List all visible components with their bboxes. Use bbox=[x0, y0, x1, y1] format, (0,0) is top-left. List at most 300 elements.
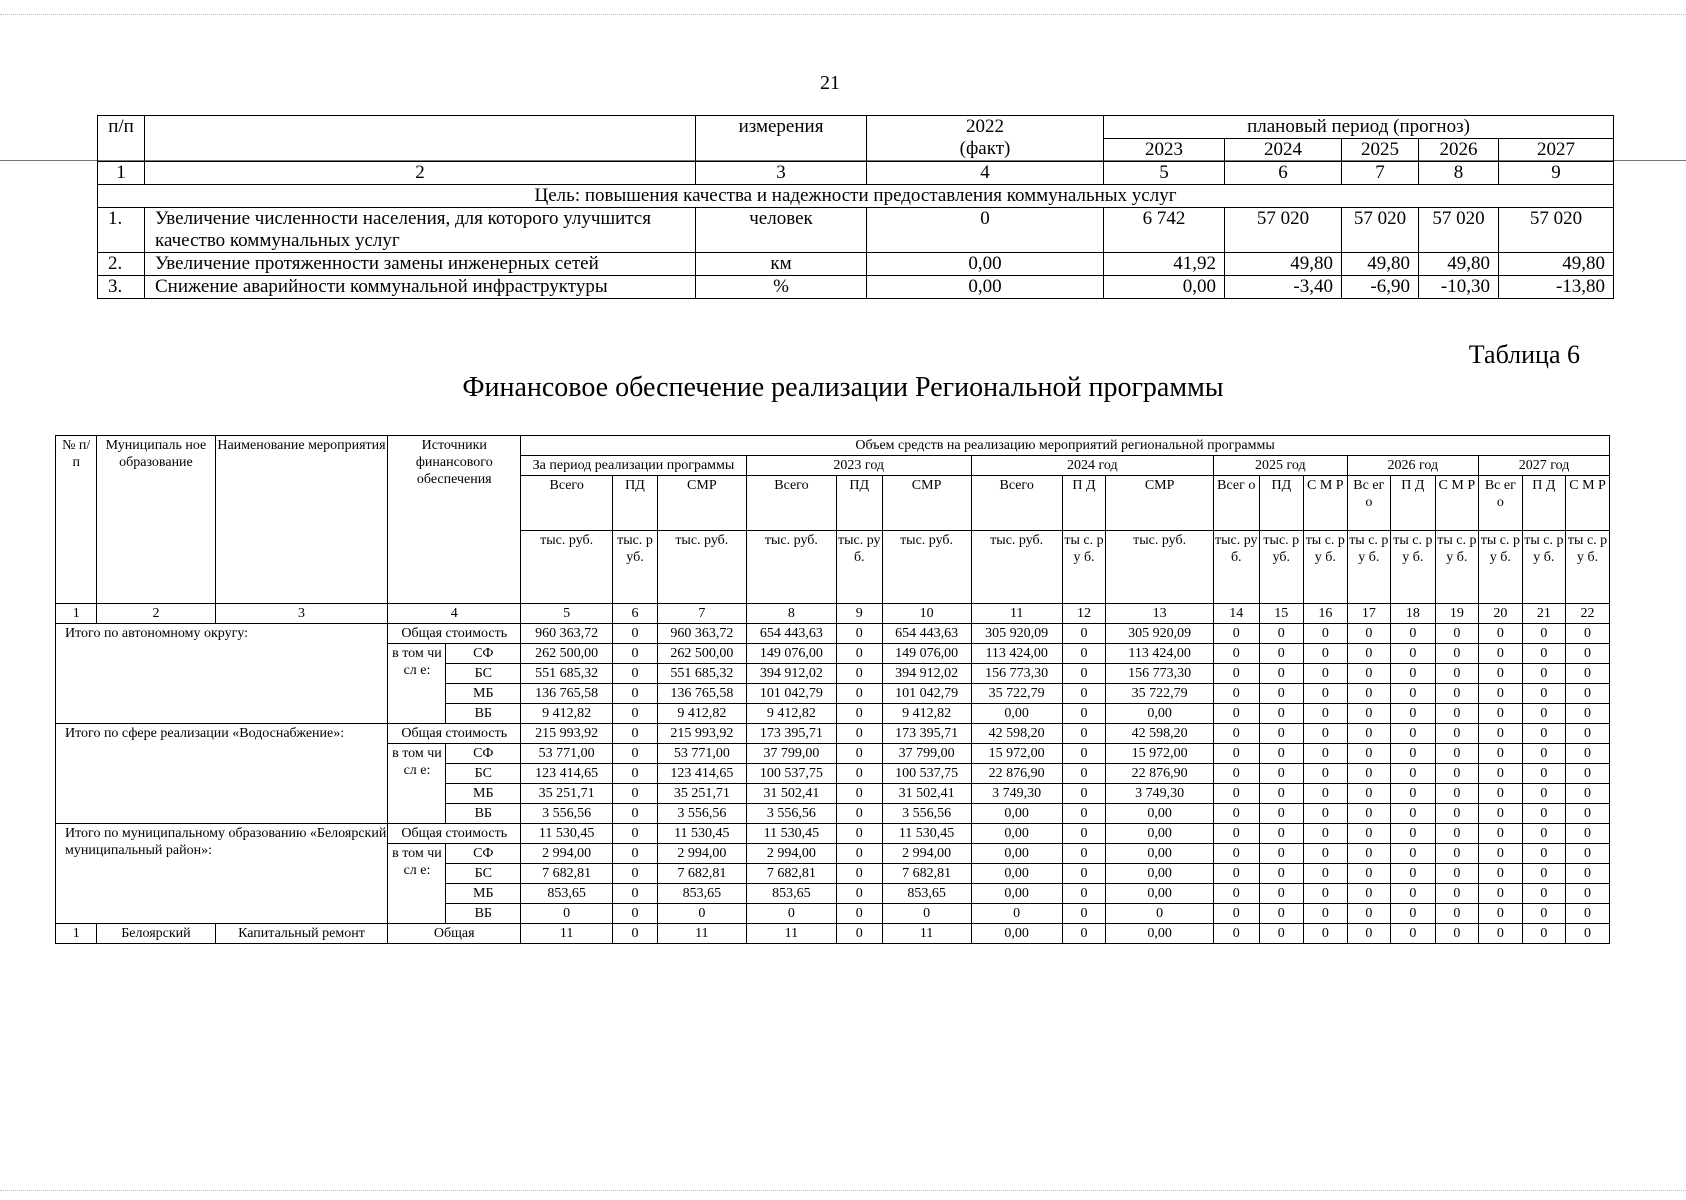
amount-cell: 0 bbox=[836, 864, 882, 884]
amount-cell: 0 bbox=[1347, 764, 1391, 784]
amount-cell: 0 bbox=[1347, 664, 1391, 684]
indicator-name-line: качество коммунальных услуг bbox=[155, 230, 400, 251]
amount-cell: 0 bbox=[1062, 764, 1106, 784]
amount-cell: 3 749,30 bbox=[971, 784, 1062, 804]
amount-cell: 149 076,00 bbox=[882, 644, 971, 664]
amount-cell: 0 bbox=[1391, 904, 1436, 924]
amount-cell: 7 682,81 bbox=[521, 864, 613, 884]
amount-cell: 37 799,00 bbox=[746, 744, 836, 764]
amount-cell: 0 bbox=[1566, 664, 1610, 684]
header-unit: ты с. ру б. bbox=[1566, 531, 1610, 604]
col-number: 9 bbox=[1499, 162, 1614, 185]
source-code: БС bbox=[446, 864, 521, 884]
table-title: Финансовое обеспечение реализации Региональной программы bbox=[462, 372, 1224, 403]
amount-cell: 0,00 bbox=[1106, 704, 1214, 724]
amount-cell: 0 bbox=[1566, 904, 1610, 924]
amount-cell: 0 bbox=[1304, 724, 1348, 744]
amount-cell: 0 bbox=[613, 724, 658, 744]
amount-cell: 0 bbox=[1566, 784, 1610, 804]
total-cost-label: Общая стоимость bbox=[388, 824, 521, 844]
col-number: 16 bbox=[1304, 604, 1348, 624]
amount-cell: 0 bbox=[1391, 704, 1436, 724]
amount-cell: 0 bbox=[1259, 724, 1304, 744]
amount-cell: 113 424,00 bbox=[1106, 644, 1214, 664]
amount-cell: 654 443,63 bbox=[882, 624, 971, 644]
col-number: 5 bbox=[1104, 162, 1225, 185]
col-number: 3 bbox=[696, 162, 867, 185]
header-num: п/п bbox=[98, 116, 145, 162]
amount-cell: 3 556,56 bbox=[882, 804, 971, 824]
amount-cell: 0 bbox=[1566, 824, 1610, 844]
header-column-kind: С М Р bbox=[1304, 476, 1348, 531]
amount-cell: 0 bbox=[1213, 744, 1259, 764]
value-2023: 0,00 bbox=[1104, 276, 1225, 299]
amount-cell: 0 bbox=[657, 904, 746, 924]
amount-cell: 0 bbox=[1391, 764, 1436, 784]
amount-cell: 0 bbox=[1391, 744, 1436, 764]
header-unit: ты с. ру б. bbox=[1391, 531, 1436, 604]
amount-cell: 0 bbox=[1522, 744, 1566, 764]
amount-cell: 35 722,79 bbox=[971, 684, 1062, 704]
amount-cell: 0 bbox=[1347, 684, 1391, 704]
amount-cell: 0 bbox=[1435, 764, 1479, 784]
amount-cell: 42 598,20 bbox=[1106, 724, 1214, 744]
amount-cell: 0 bbox=[836, 924, 882, 944]
amount-cell: 0 bbox=[1062, 624, 1106, 644]
amount-cell: 0 bbox=[1259, 704, 1304, 724]
amount-cell: 0 bbox=[1566, 804, 1610, 824]
amount-cell: 0 bbox=[1213, 884, 1259, 904]
amount-cell: 0 bbox=[1259, 624, 1304, 644]
source-code: СФ bbox=[446, 744, 521, 764]
amount-cell: 0 bbox=[1391, 884, 1436, 904]
indicator-row bbox=[98, 276, 1614, 299]
amount-cell: 0,00 bbox=[1106, 884, 1214, 904]
amount-cell: 0 bbox=[1062, 924, 1106, 944]
col-number: 22 bbox=[1566, 604, 1610, 624]
amount-cell: 31 502,41 bbox=[882, 784, 971, 804]
amount-cell: 0 bbox=[1213, 924, 1259, 944]
item-number: 1 bbox=[56, 924, 97, 944]
header-unit: ты с. ру б. bbox=[1304, 531, 1348, 604]
amount-cell: 0 bbox=[1062, 864, 1106, 884]
amount-cell: 35 251,71 bbox=[657, 784, 746, 804]
amount-cell: 0 bbox=[1213, 664, 1259, 684]
amount-cell: 0 bbox=[836, 704, 882, 724]
amount-cell: 22 876,90 bbox=[971, 764, 1062, 784]
finance-group-total-row bbox=[56, 624, 1610, 644]
in-that-label: в том числ е: bbox=[388, 844, 446, 924]
value-2022: 0 bbox=[867, 208, 1104, 253]
amount-cell: 11 530,45 bbox=[657, 824, 746, 844]
header-year-2024: 2024 год bbox=[971, 456, 1213, 476]
amount-cell: 0 bbox=[613, 784, 658, 804]
col-number: 1 bbox=[56, 604, 97, 624]
amount-cell: 31 502,41 bbox=[746, 784, 836, 804]
amount-cell: 0 bbox=[1062, 684, 1106, 704]
amount-cell: 0 bbox=[1062, 704, 1106, 724]
amount-cell: 0 bbox=[1213, 804, 1259, 824]
value-2024: 57 020 bbox=[1225, 208, 1342, 253]
amount-cell: 0 bbox=[1522, 844, 1566, 864]
finance-item-row bbox=[56, 924, 1610, 944]
col-number: 19 bbox=[1435, 604, 1479, 624]
amount-cell: 0 bbox=[1479, 764, 1523, 784]
col-number: 1 bbox=[98, 162, 145, 185]
amount-cell: 0 bbox=[1522, 624, 1566, 644]
amount-cell: 15 972,00 bbox=[971, 744, 1062, 764]
amount-cell: 0 bbox=[1391, 684, 1436, 704]
amount-cell: 11 530,45 bbox=[746, 824, 836, 844]
amount-cell: 2 994,00 bbox=[882, 844, 971, 864]
amount-cell: 0,00 bbox=[971, 804, 1062, 824]
amount-cell: 0 bbox=[613, 764, 658, 784]
amount-cell: 11 bbox=[746, 924, 836, 944]
amount-cell: 0 bbox=[1062, 644, 1106, 664]
amount-cell: 0 bbox=[1213, 904, 1259, 924]
amount-cell: 0 bbox=[1435, 664, 1479, 684]
header-fact bbox=[867, 116, 1104, 162]
amount-cell: 0 bbox=[1347, 784, 1391, 804]
amount-cell: 0 bbox=[1259, 824, 1304, 844]
amount-cell: 0 bbox=[1522, 764, 1566, 784]
header-unit: измерения bbox=[696, 116, 867, 162]
amount-cell: 0 bbox=[1259, 924, 1304, 944]
header-unit: тыс. руб. bbox=[971, 531, 1062, 604]
amount-cell: 0 bbox=[1259, 744, 1304, 764]
amount-cell: 0 bbox=[1435, 884, 1479, 904]
col-number: 20 bbox=[1479, 604, 1523, 624]
header-column-kind: Вс ег о bbox=[1347, 476, 1391, 531]
col-number: 4 bbox=[388, 604, 521, 624]
amount-cell: 9 412,82 bbox=[882, 704, 971, 724]
amount-cell: 0 bbox=[836, 904, 882, 924]
amount-cell: 853,65 bbox=[882, 884, 971, 904]
amount-cell: 0 bbox=[1391, 664, 1436, 684]
amount-cell: 0 bbox=[1566, 864, 1610, 884]
amount-cell: 0 bbox=[613, 884, 658, 904]
header-year-2023: 2023 год bbox=[746, 456, 971, 476]
amount-cell: 0 bbox=[1259, 864, 1304, 884]
amount-cell: 0 bbox=[1106, 904, 1214, 924]
indicators-colnum-row bbox=[98, 162, 1614, 185]
amount-cell: 0 bbox=[1304, 704, 1348, 724]
amount-cell: 11 530,45 bbox=[521, 824, 613, 844]
source-code: ВБ bbox=[446, 904, 521, 924]
amount-cell: 0 bbox=[1391, 824, 1436, 844]
amount-cell: 0 bbox=[1435, 824, 1479, 844]
header-plan-period: плановый период (прогноз) bbox=[1104, 116, 1614, 139]
item-event: Капитальный ремонт bbox=[215, 924, 388, 944]
value-2024: 49,80 bbox=[1225, 253, 1342, 276]
amount-cell: 0 bbox=[1391, 924, 1436, 944]
amount-cell: 0 bbox=[836, 764, 882, 784]
amount-cell: 0 bbox=[1213, 684, 1259, 704]
amount-cell: 100 537,75 bbox=[746, 764, 836, 784]
amount-cell: 0 bbox=[1435, 844, 1479, 864]
amount-cell: 9 412,82 bbox=[657, 704, 746, 724]
amount-cell: 0 bbox=[1479, 664, 1523, 684]
amount-cell: 0 bbox=[836, 724, 882, 744]
header-fact-label: (факт) bbox=[959, 138, 1011, 159]
value-2027: 57 020 bbox=[1499, 208, 1614, 253]
amount-cell: 853,65 bbox=[521, 884, 613, 904]
amount-cell: 0 bbox=[1304, 924, 1348, 944]
header-year-2026: 2026 год bbox=[1347, 456, 1479, 476]
amount-cell: 0 bbox=[613, 704, 658, 724]
amount-cell: 0 bbox=[1435, 904, 1479, 924]
amount-cell: 0 bbox=[1522, 784, 1566, 804]
amount-cell: 0 bbox=[613, 904, 658, 924]
amount-cell: 0 bbox=[613, 844, 658, 864]
amount-cell: 0 bbox=[836, 644, 882, 664]
amount-cell: 136 765,58 bbox=[657, 684, 746, 704]
header-column-kind: Всег о bbox=[1213, 476, 1259, 531]
col-number: 6 bbox=[613, 604, 658, 624]
amount-cell: 0 bbox=[1304, 804, 1348, 824]
year-2027: 2027 bbox=[1499, 139, 1614, 162]
amount-cell: 173 395,71 bbox=[882, 724, 971, 744]
indicator-name: Увеличение протяженности замены инженерных сетей bbox=[145, 253, 696, 276]
source-code: ВБ bbox=[446, 704, 521, 724]
amount-cell: 0 bbox=[1479, 844, 1523, 864]
amount-cell: 0 bbox=[1213, 844, 1259, 864]
amount-cell: 0 bbox=[1304, 744, 1348, 764]
indicator-name bbox=[145, 208, 696, 253]
indicator-unit: км bbox=[696, 253, 867, 276]
amount-cell: 42 598,20 bbox=[971, 724, 1062, 744]
amount-cell: 0 bbox=[1391, 844, 1436, 864]
amount-cell: 0 bbox=[1522, 904, 1566, 924]
source-code: СФ bbox=[446, 844, 521, 864]
row-number: 1. bbox=[98, 208, 145, 253]
value-2026: -10,30 bbox=[1419, 276, 1499, 299]
amount-cell: 0 bbox=[1479, 804, 1523, 824]
amount-cell: 0 bbox=[1522, 804, 1566, 824]
header-column-kind: ПД bbox=[1259, 476, 1304, 531]
amount-cell: 0 bbox=[1522, 684, 1566, 704]
header-column-kind: Всего bbox=[521, 476, 613, 531]
header-column-kind: Всего bbox=[746, 476, 836, 531]
col-number: 10 bbox=[882, 604, 971, 624]
amount-cell: 0 bbox=[1566, 744, 1610, 764]
amount-cell: 0 bbox=[1566, 844, 1610, 864]
row-number: 3. bbox=[98, 276, 145, 299]
col-number: 8 bbox=[1419, 162, 1499, 185]
amount-cell: 0 bbox=[1522, 644, 1566, 664]
indicators-header-row bbox=[98, 116, 1614, 139]
amount-cell: 22 876,90 bbox=[1106, 764, 1214, 784]
header-unit: тыс. руб. bbox=[882, 531, 971, 604]
amount-cell: 0 bbox=[1347, 824, 1391, 844]
amount-cell: 136 765,58 bbox=[521, 684, 613, 704]
amount-cell: 0 bbox=[1435, 784, 1479, 804]
amount-cell: 0 bbox=[1479, 904, 1523, 924]
amount-cell: 0 bbox=[1522, 824, 1566, 844]
header-column-kind: Всего bbox=[971, 476, 1062, 531]
amount-cell: 0 bbox=[1435, 804, 1479, 824]
amount-cell: 215 993,92 bbox=[521, 724, 613, 744]
amount-cell: 113 424,00 bbox=[971, 644, 1062, 664]
amount-cell: 7 682,81 bbox=[657, 864, 746, 884]
amount-cell: 0 bbox=[882, 904, 971, 924]
amount-cell: 0 bbox=[1304, 644, 1348, 664]
amount-cell: 0,00 bbox=[1106, 924, 1214, 944]
amount-cell: 0 bbox=[1259, 684, 1304, 704]
amount-cell: 11 bbox=[882, 924, 971, 944]
item-municipality: Белоярский bbox=[97, 924, 215, 944]
goal-text: Цель: повышения качества и надежности предоставления коммунальных услуг bbox=[98, 185, 1614, 208]
amount-cell: 0 bbox=[1391, 644, 1436, 664]
finance-group-total-row bbox=[56, 724, 1610, 744]
amount-cell: 0 bbox=[1259, 804, 1304, 824]
amount-cell: 0 bbox=[1347, 864, 1391, 884]
header-name bbox=[145, 116, 696, 162]
amount-cell: 0 bbox=[1259, 844, 1304, 864]
col-number: 11 bbox=[971, 604, 1062, 624]
amount-cell: 0,00 bbox=[971, 704, 1062, 724]
amount-cell: 2 994,00 bbox=[521, 844, 613, 864]
amount-cell: 0 bbox=[836, 684, 882, 704]
amount-cell: 0 bbox=[1391, 724, 1436, 744]
header-unit: ты с. ру б. bbox=[1435, 531, 1479, 604]
header-column-kind: П Д bbox=[1062, 476, 1106, 531]
header-year-2025: 2025 год bbox=[1213, 456, 1347, 476]
col-number: 5 bbox=[521, 604, 613, 624]
amount-cell: 0,00 bbox=[1106, 804, 1214, 824]
header-period-total: За период реализации программы bbox=[521, 456, 747, 476]
amount-cell: 0 bbox=[1259, 904, 1304, 924]
amount-cell: 0 bbox=[1435, 864, 1479, 884]
amount-cell: 35 722,79 bbox=[1106, 684, 1214, 704]
amount-cell: 0 bbox=[1347, 884, 1391, 904]
header-column-kind: СМР bbox=[657, 476, 746, 531]
amount-cell: 0 bbox=[1479, 864, 1523, 884]
amount-cell: 0 bbox=[1259, 764, 1304, 784]
amount-cell: 149 076,00 bbox=[746, 644, 836, 664]
amount-cell: 0 bbox=[1347, 644, 1391, 664]
amount-cell: 11 bbox=[521, 924, 613, 944]
indicator-row bbox=[98, 208, 1614, 253]
indicator-unit: человек bbox=[696, 208, 867, 253]
col-number: 2 bbox=[97, 604, 215, 624]
amount-cell: 0 bbox=[1304, 824, 1348, 844]
amount-cell: 0 bbox=[613, 804, 658, 824]
amount-cell: 262 500,00 bbox=[657, 644, 746, 664]
value-2024: -3,40 bbox=[1225, 276, 1342, 299]
col-number: 4 bbox=[867, 162, 1104, 185]
amount-cell: 0 bbox=[1062, 904, 1106, 924]
group-label: Итого по автономному округу: bbox=[56, 624, 388, 724]
amount-cell: 0 bbox=[836, 744, 882, 764]
amount-cell: 0 bbox=[1347, 704, 1391, 724]
amount-cell: 0 bbox=[1566, 644, 1610, 664]
col-number: 3 bbox=[215, 604, 388, 624]
amount-cell: 101 042,79 bbox=[882, 684, 971, 704]
amount-cell: 0 bbox=[1259, 884, 1304, 904]
amount-cell: 0 bbox=[1347, 844, 1391, 864]
amount-cell: 551 685,32 bbox=[657, 664, 746, 684]
amount-cell: 156 773,30 bbox=[971, 664, 1062, 684]
source-code: МБ bbox=[446, 784, 521, 804]
amount-cell: 0 bbox=[613, 644, 658, 664]
in-that-label: в том числ е: bbox=[388, 744, 446, 824]
header-unit: тыс. руб. bbox=[521, 531, 613, 604]
amount-cell: 853,65 bbox=[657, 884, 746, 904]
indicator-unit: % bbox=[696, 276, 867, 299]
amount-cell: 156 773,30 bbox=[1106, 664, 1214, 684]
amount-cell: 7 682,81 bbox=[882, 864, 971, 884]
year-2025: 2025 bbox=[1342, 139, 1419, 162]
amount-cell: 0 bbox=[1566, 624, 1610, 644]
amount-cell: 0 bbox=[1391, 864, 1436, 884]
amount-cell: 0 bbox=[1213, 864, 1259, 884]
finance-table-body bbox=[56, 436, 1610, 944]
group-label: Итого по муниципальному образованию «Белоярский муниципальный район»: bbox=[56, 824, 388, 924]
col-number: 7 bbox=[1342, 162, 1419, 185]
group-label: Итого по сфере реализации «Водоснабжение»: bbox=[56, 724, 388, 824]
header-unit: ты с. ру б. bbox=[1479, 531, 1523, 604]
header-municipality: Муниципаль ное образование bbox=[97, 436, 215, 604]
source-code: БС bbox=[446, 764, 521, 784]
amount-cell: 0 bbox=[1479, 644, 1523, 664]
amount-cell: 0 bbox=[1435, 624, 1479, 644]
amount-cell: 123 414,65 bbox=[657, 764, 746, 784]
amount-cell: 0 bbox=[1062, 824, 1106, 844]
amount-cell: 0 bbox=[613, 624, 658, 644]
amount-cell: 0,00 bbox=[971, 924, 1062, 944]
amount-cell: 0 bbox=[1435, 924, 1479, 944]
amount-cell: 11 530,45 bbox=[882, 824, 971, 844]
header-unit: ты с. ру б. bbox=[1347, 531, 1391, 604]
value-2023: 6 742 bbox=[1104, 208, 1225, 253]
amount-cell: 0 bbox=[1304, 664, 1348, 684]
amount-cell: 0 bbox=[613, 684, 658, 704]
amount-cell: 0 bbox=[1566, 684, 1610, 704]
amount-cell: 0 bbox=[836, 884, 882, 904]
indicator-name: Снижение аварийности коммунальной инфраструктуры bbox=[145, 276, 696, 299]
year-2026: 2026 bbox=[1419, 139, 1499, 162]
header-unit: ты с. ру б. bbox=[1522, 531, 1566, 604]
amount-cell: 53 771,00 bbox=[521, 744, 613, 764]
header-unit: тыс. руб. bbox=[1106, 531, 1214, 604]
header-volume: Объем средств на реализацию мероприятий региональной программы bbox=[521, 436, 1610, 456]
header-column-kind: С М Р bbox=[1435, 476, 1479, 531]
header-fact-year: 2022 bbox=[966, 116, 1004, 137]
amount-cell: 0 bbox=[1304, 764, 1348, 784]
amount-cell: 2 994,00 bbox=[746, 844, 836, 864]
header-unit: тыс. руб. bbox=[1259, 531, 1304, 604]
amount-cell: 0 bbox=[1347, 744, 1391, 764]
total-cost-label: Общая bbox=[388, 924, 521, 944]
finance-colnum-row bbox=[56, 604, 1610, 624]
total-cost-label: Общая стоимость bbox=[388, 624, 521, 644]
amount-cell: 7 682,81 bbox=[746, 864, 836, 884]
amount-cell: 0 bbox=[1213, 724, 1259, 744]
col-number: 17 bbox=[1347, 604, 1391, 624]
scan-bottom-edge bbox=[0, 1190, 1686, 1193]
amount-cell: 0 bbox=[1304, 884, 1348, 904]
amount-cell: 305 920,09 bbox=[1106, 624, 1214, 644]
finance-table bbox=[55, 435, 1610, 944]
value-2022: 0,00 bbox=[867, 253, 1104, 276]
amount-cell: 0 bbox=[1435, 644, 1479, 664]
amount-cell: 0 bbox=[1566, 724, 1610, 744]
amount-cell: 0 bbox=[1479, 784, 1523, 804]
amount-cell: 0 bbox=[1522, 704, 1566, 724]
amount-cell: 0 bbox=[1304, 624, 1348, 644]
amount-cell: 0 bbox=[1566, 764, 1610, 784]
